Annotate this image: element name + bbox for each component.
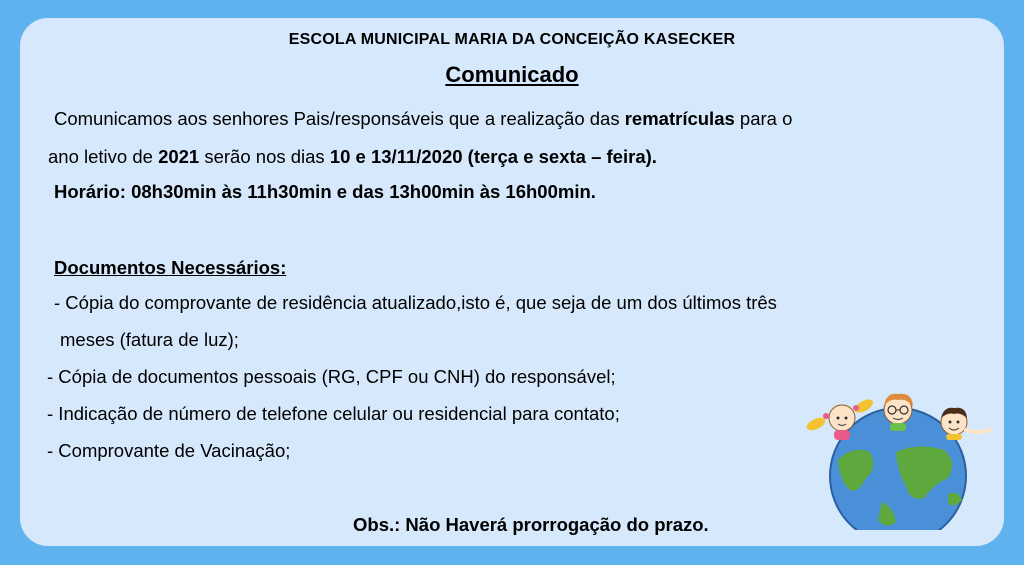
paragraph-line-2 — [48, 146, 657, 168]
paragraph-line-1 — [54, 108, 792, 130]
year-text: 2021 — [158, 146, 200, 167]
document-item: meses (fatura de luz); — [60, 329, 239, 350]
kids-globe-illustration — [798, 390, 998, 530]
document-item: - Indicação de número de telefone celular ou residencial para contato; — [47, 403, 620, 424]
paragraph-line-1-pre: Comunicamos aos senhores Pais/responsáveis que a realização das — [54, 108, 625, 129]
document-item: - Cópia do comprovante de residência atualizado,isto é, que seja de um dos últimos três — [54, 292, 777, 313]
school-name: ESCOLA MUNICIPAL MARIA DA CONCEIÇÃO KASECKER — [288, 31, 736, 48]
page-title: Comunicado — [445, 62, 579, 87]
document-item: - Comprovante de Vacinação; — [47, 440, 291, 461]
paragraph-line-2-pre: ano letivo de — [48, 146, 159, 167]
documents-heading: Documentos Necessários: — [54, 257, 287, 278]
observation-note: Obs.: Não Haverá prorrogação do prazo. — [353, 514, 709, 535]
document-item: - Cópia de documentos pessoais (RG, CPF ou CNH) do responsável; — [47, 366, 616, 387]
rematriculas-text: rematrículas — [624, 108, 735, 129]
dates-text: 10 e 13/11/2020 (terça e sexta – feira). — [329, 146, 657, 167]
schedule-text: Horário: 08h30min às 11h30min e das 13h00min às 16h00min. — [54, 181, 596, 202]
boy-icon — [941, 408, 990, 440]
paragraph-line-1-post: para o — [734, 108, 793, 129]
paragraph-line-2-mid: serão nos dias — [199, 146, 330, 167]
